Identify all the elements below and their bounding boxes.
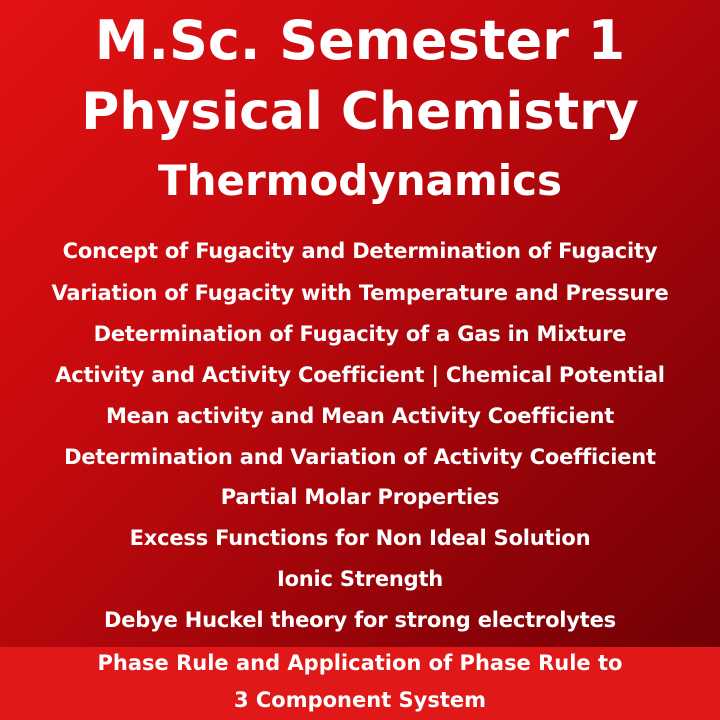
topic-item: Concept of Fugacity and Determination of Fugacity [62,239,658,263]
topic-item: Determination of Fugacity of a Gas in Mixture [93,322,627,346]
topic-item: Mean activity and Mean Activity Coefficient [105,404,615,428]
title-semester: M.Sc. Semester 1 [94,9,626,72]
topic-item: Variation of Fugacity with Temperature and Pressure [51,281,669,305]
topic-item: Activity and Activity Coefficient | Chemical Potential [55,363,665,387]
topic-item: Ionic Strength [276,567,444,591]
topic-item: Excess Functions for Non Ideal Solution [129,526,591,550]
footer-line-2: 3 Component System [233,688,487,712]
topic-item: Partial Molar Properties [220,485,500,509]
footer-line-1: Phase Rule and Application of Phase Rule to [97,651,623,675]
title-subject: Physical Chemistry [81,82,639,142]
topic-item: Determination and Variation of Activity Coefficient [64,445,656,469]
title-topic: Thermodynamics [157,156,563,205]
topic-item: Debye Huckel theory for strong electrolytes [104,608,616,632]
